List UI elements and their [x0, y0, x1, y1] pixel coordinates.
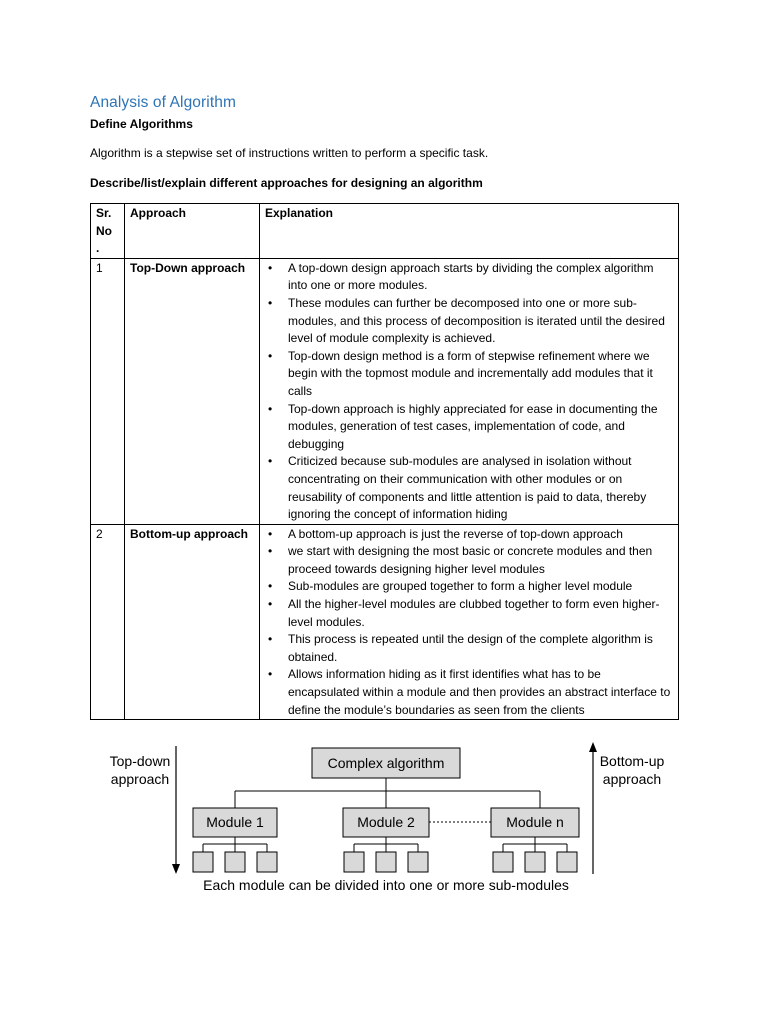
list-item: • These modules can further be decomposed into one or more sub-modules, and this process of decomposition is iterated until the desired level of module complexity is achieved. [288, 295, 673, 348]
sub-module-box [225, 852, 245, 872]
sub-module-box [257, 852, 277, 872]
table-header-row [91, 204, 679, 259]
root-label: Complex algorithm [327, 755, 445, 771]
sub-module-box [525, 852, 545, 872]
define-heading: Define Algorithms [90, 117, 193, 131]
list-item: • A bottom-up approach is just the reverse of top-down approach [288, 526, 673, 544]
algorithm-definition: Algorithm is a stepwise set of instructions written to perform a specific task. [90, 146, 489, 160]
row-sr-no: 1 [91, 258, 125, 524]
list-item: • we start with designing the most basic or concrete modules and then proceed towards designing higher level modules [288, 543, 673, 578]
explanation-list [265, 260, 673, 524]
list-item: • Criticized because sub-modules are analysed in isolation without concentrating on their communication with other modules or on reusability of components and little attention is paid to data, thereby ignoring the concept of information hiding [288, 453, 673, 523]
list-item: • Allows information hiding as it first identifies what has to be encapsulated within a module and then provides an abstract interface to define the module’s boundaries as seen from the clients [288, 666, 673, 719]
row-explanation [260, 258, 679, 524]
sub-module-box [408, 852, 428, 872]
module-hierarchy-diagram [90, 740, 680, 900]
approaches-table [90, 203, 679, 720]
row-sr-no: 2 [91, 524, 125, 720]
header-approach: Approach [125, 204, 260, 259]
header-explanation: Explanation [260, 204, 679, 259]
top-down-label: Top-down [109, 753, 171, 769]
list-item: • Top-down approach is highly appreciated for ease in documenting the modules, generation of test cases, implementation of code, and debugging [288, 401, 673, 454]
list-item: • Top-down design method is a form of stepwise refinement where we begin with the topmost module and incrementally add modules that it calls [288, 348, 673, 401]
list-item: • Sub-modules are grouped together to form a higher level module [288, 578, 673, 596]
top-down-label-line2: approach [110, 771, 170, 787]
approaches-heading: Describe/list/explain different approaches for designing an algorithm [90, 176, 483, 190]
sub-module-box [344, 852, 364, 872]
sub-module-box [557, 852, 577, 872]
diagram-caption: Each module can be divided into one or more sub-modules [203, 877, 569, 893]
sub-module-box [193, 852, 213, 872]
bottom-up-label: Bottom-up [599, 753, 665, 769]
list-item: • A top-down design approach starts by dividing the complex algorithm into one or more modules. [288, 260, 673, 295]
sub-module-box [376, 852, 396, 872]
header-sr-no: Sr. No . [91, 204, 125, 259]
row-approach: Top-Down approach [125, 258, 260, 524]
table-row [91, 524, 679, 720]
row-explanation [260, 524, 679, 720]
list-item: • This process is repeated until the design of the complete algorithm is obtained. [288, 631, 673, 666]
list-item: • All the higher-level modules are clubbed together to form even higher-level modules. [288, 596, 673, 631]
table-row [91, 258, 679, 524]
module-n-label: Module n [506, 814, 564, 830]
bottom-up-label-line2: approach [602, 771, 662, 787]
document-title: Analysis of Algorithm [90, 94, 236, 111]
row-approach: Bottom-up approach [125, 524, 260, 720]
explanation-list [265, 526, 673, 720]
module-1-label: Module 1 [206, 814, 264, 830]
module-2-label: Module 2 [357, 814, 415, 830]
sub-module-box [493, 852, 513, 872]
